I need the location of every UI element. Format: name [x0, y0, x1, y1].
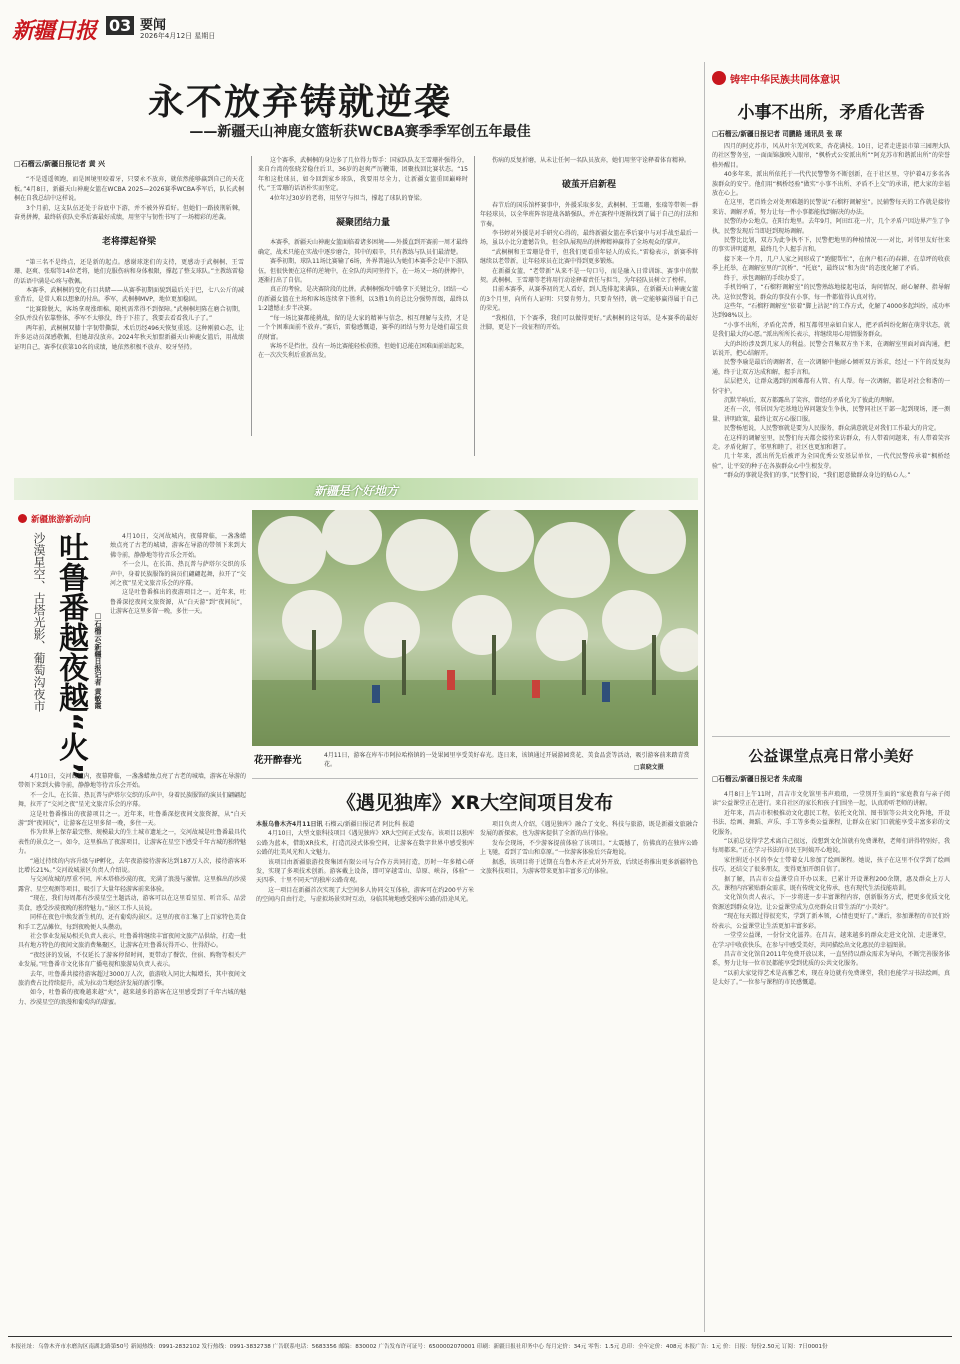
- travel-body-right: [110, 532, 246, 768]
- xr-body-2: [480, 820, 698, 1332]
- masthead: [8, 6, 952, 46]
- commonweal-body: [712, 790, 950, 1330]
- lead-subtitle: ——新疆天山神鹿女篮斩获WCBA赛季季军创五年最佳: [189, 124, 531, 140]
- special-paragraph: 终于，承包调解的手续办妥了。: [724, 274, 809, 282]
- special-paragraph: 在这里，老百姓会对处理难题的民警说“石榴籽调解室”。民辅警每天的工作就是接待来访、调解矛盾，努力让每一件小事都能找到解决的办法。: [712, 199, 950, 216]
- lead-paragraph: 本赛季，武桐桐的变化有目共睹——从赛季初期面貌到最后关于巴，七八公斤的减重背后，是常人难以想象的付出。季军，武桐桐MVP，地位更加稳固。: [14, 287, 244, 304]
- photo-caption-title: 花开醉春光: [254, 755, 302, 766]
- lead-paragraph: “第三名不是终点，还是新的起点。感谢球迷们的支持，更感动于武桐桐、王雪珊、赵爽、张瑞等14位老将，她们克服伤病和身体极限，撑起了整支球队。”主教练雷稳的话语中满是心疼与敬佩。: [14, 258, 244, 285]
- special-paragraph: 在这样的调解室里，民警们每天都会接待来访群众，有人带着问题来，有人带着笑容走。矛盾化解了，邻里和睦了，社区也更加和谐了。: [712, 434, 950, 451]
- feature-photo: [252, 510, 698, 746]
- travel-paragraph: 同样在夜色中焕发新生机的，还有葡萄沟景区。这里的夜市汇集了上百家特色美食和手工艺品摊位，每到夜晚便人头攒动。: [18, 914, 246, 931]
- travel-paragraph: 这是吐鲁番推出的夜游项目之一。近年来，吐鲁番深挖夜间文旅资源，从“白天游”到“夜间玩”，让游客在这里多留一晚，多住一天。: [18, 810, 246, 828]
- lead-paragraph: “不是遥遥领跑，而是困境里咬着牙，只要永不放弃，就依然能够赢到自己的天花板。”4月8日，新疆天山神鹿女篮在WCBA 2025—2026赛季WCBA季军后，队长武桐桐在自我总结中这样说。: [14, 176, 244, 203]
- column-divider: [251, 156, 252, 436]
- lead-paragraph: 目前本赛季，从赛季初的无人看好，到人选排起来满队，在新疆天山神鹿女篮的3个月里，向所有人证明：只要肯努力，只要肯坚持，就一定能够赢得属于自己的荣光。: [480, 286, 698, 313]
- xr-lead: [256, 820, 474, 829]
- travel-paragraph: 4月10日，交河故城内，夜幕降临，一盏盏蜡烛点亮了古老的城墙，游客在导游的带领下来到大佛寺前，静静地等待音乐会开始。: [18, 773, 246, 790]
- special-paragraph: 民警李瑜是最后的调解者，在一次调解中他耐心倾听双方诉求，经过一下午的反复沟通，终于让双方达成和解，握手言和。: [712, 359, 950, 376]
- xr-paragraph: 项目负责人介绍，《遇见独库》融合了文化、科技与旅游，既是新疆文旅融合发展的新探索，也为游客提供了全新的出行体验。: [480, 821, 698, 838]
- lead-subheading-1: 老将撑起脊梁: [101, 237, 156, 248]
- special-paragraph: 40多年来，派出所依托于一代代民警警务不断创新，在于社区里，守护着4万多名各族群众的安宁。他们用“枫桥经验”做实“小事不出所、矛盾不上交”的承诺，把大家的幸福放在心上。: [712, 171, 950, 198]
- footer-rule: [8, 1336, 952, 1337]
- travel-byline: □石榴云/新疆日报记者 黄敏霞: [94, 612, 102, 709]
- special-badge-icon: [712, 71, 726, 85]
- xr-paragraph: 该项目由新疆旅游投资集团有限公司与合作方共同打造，历时一年多精心研发，实现了多项技术创新。游客戴上设备，即可穿越雪山、草原、峡谷，体验“一天四季、十里不同天”的独库公路奇观。: [256, 858, 474, 885]
- xr-paragraph: 据悉，该项目将于近期在乌鲁木齐正式对外开放，后续还将推出更多新疆特色文旅科技项目，为游客带来更加丰富多元的体验。: [480, 858, 698, 876]
- special-title: 小事不出所，矛盾化苦香: [737, 103, 925, 123]
- lead-paragraph: 两年前，武桐桐双膝十字韧带撕裂，术后历经496天恢复重返。这种刚毅心态，让许多运动员深感敬佩，但她却没放弃。2024年秋天加盟新疆天山神鹿女篮后，用战绩证明自己，赛季仅获第10名的成绩，她依然积极不放弃、咬牙坚持。: [14, 324, 244, 351]
- travel-paragraph: 这是吐鲁番推出的夜游项目之一。近年来，吐鲁番深挖夜间文旅资源，从“白天游”到“夜间玩”，让游客在这里多留一晚，多住一天。: [110, 589, 246, 616]
- lead-column-1: [14, 160, 244, 415]
- column-divider: [474, 156, 475, 456]
- special-paragraph: 大的纠纷涉及到几家人的利益。民警会召集双方坐下来，在调解室里面对面沟通，把话说开，把心结解开。: [712, 340, 950, 357]
- lead-paragraph: 本赛季，新疆天山神鹿女篮面临着诸多困境——外援直到开赛前一周才最终确定，战术只能在实战中逐步磨合，其中的艰辛，只有教练与队员们最清楚。: [258, 239, 468, 256]
- travel-title: 吐鲁番越夜越“火”: [53, 532, 88, 782]
- xr-body-1: [256, 820, 474, 1332]
- commonweal-paragraph: “以前大家觉得艺术是高雅艺术，现在身边就有免费课堂，我们也能学习书法绘画，真是太好了。”一位参与课程的市民感慨道。: [712, 969, 950, 987]
- section-divider: [712, 736, 950, 737]
- lead-column-2: [258, 156, 468, 456]
- special-paragraph: 民警比比划，双方为此争执不下，民警把地里的种植情况一一对比，对邻里友好往来的事实讲明道理，最终几个人握手言和。: [712, 237, 950, 254]
- special-byline: □石榴云/新疆日报记者 司鹏路 通讯员 张 琛: [712, 130, 842, 138]
- photo-illustration: [252, 510, 698, 746]
- travel-paragraph: 4月10日，交河故城内，夜幕降临，一盏盏蜡烛点亮了古老的城墙，游客在导游的带领下来到大佛寺前，静静地等待音乐会开始。: [110, 533, 246, 559]
- banner-title: 新疆是个好地方: [313, 484, 398, 498]
- travel-paragraph: 作为世界上保存最完整、规模最大的生土城市遗址之一，交河故城是吐鲁番最具代表性的景点之一。如今，这里推出了夜游项目，让游客在星空下感受千年古城的独特魅力。: [18, 829, 246, 856]
- special-paragraph: 这些年，“石榴籽调解室”依着“脚上沾泥”的工作方式，化解了4000多起纠纷，成功率达到98%以上。: [712, 302, 950, 320]
- commonweal-title: 公益课堂点亮日常小美好: [748, 747, 914, 765]
- special-badge-label: 铸牢中华民族共同体意识: [730, 75, 840, 86]
- special-paragraph: 还有一次，邻居因为宅基地边界问题发生争执，民警同社区干部一起到现场，逐一测量、讲明政策，最终让双方心服口服。: [712, 406, 950, 423]
- special-paragraph: 四月的阿克苏市，风从叶尔羌河吹来，杏花满枝。10日，记者走进县市第三园理大队的社区警务室，一面面锦旗映入眼帘，“枫桥式公安派出所”“阿克苏市和谐派出所”的荣誉格外醒目。: [712, 143, 950, 169]
- column-divider: [704, 62, 705, 1332]
- travel-paragraph: “通过持续的内容升级与IP孵化，去年夜游接待游客达到187万人次，接待游客环比增长21%。”交河故城景区负责人介绍说。: [18, 857, 246, 875]
- travel-subtitle: 沙漠星空、古塔光影、葡萄沟夜市: [32, 532, 46, 712]
- special-paragraph: 沉默半晌后，双方都露出了笑容，曾经的矛盾化为了彼此的理解。: [724, 396, 899, 404]
- commonweal-paragraph: 4月8日上午11时，昌吉市文化馆里书声琅琅，一堂别开生面的“家庭教育与亲子阅读”公益课堂正在进行。来自社区的家长和孩子们围坐一起，认真聆听老师的讲解。: [712, 791, 950, 808]
- lead-paragraph: 春节后的国乐馆杯赛事中，外援采取多发，武桐桐、王雪珊，张瑞等带领一群年轻球员，以全华班阵容迎战各路强队，并在赛程中逐渐找到了属于自己的打法和节奏。: [480, 201, 698, 228]
- special-paragraph: 民警杨旭说，人民警察就是要为人民服务，群众满意就是对我们工作最大的肯定。: [724, 425, 941, 433]
- lead-paragraph: 4位年过30岁的老将，用坚守与担当，撑起了球队的脊梁。: [270, 194, 426, 202]
- special-body: [712, 142, 950, 730]
- xr-dateline: 本报乌鲁木齐4月11日讯: [256, 821, 323, 828]
- travel-badge-label: 新疆旅游新动向: [31, 515, 91, 525]
- travel-paragraph: 如今，吐鲁番的夜晚越来越“火”，越来越多的游客在这里感受到了千年古城的魅力、沙漠星空的浪漫和葡萄沟的甜蜜。: [18, 989, 246, 1006]
- commonweal-paragraph: 近年来，昌吉市积极推动文化惠民工程，依托文化馆、图书馆等公共文化阵地，开设书法、绘画、舞蹈、声乐、手工等多类公益课程，让群众在家门口就能享受丰富多彩的文化服务。: [712, 809, 950, 836]
- xr-paragraph: 这一项目在新疆首次实现了大空间多人协同交互体验，游客可在约200平方米的空间内自由行走，与虚拟场景实时互动，身临其境地感受独库公路的沿途风光。: [256, 886, 474, 904]
- lead-paragraph: “比赛除脱大，客场拿观涨细棉，随机需常得不到保障。”武桐桐坦陈在磨合初期，全队并没有依靠整体，季军不太够没，终于下挂了，我要去看看我儿子了。”: [14, 305, 244, 323]
- lead-subheading-3: 破茧开启新程: [561, 180, 616, 191]
- lead-paragraph: 在新疆女篮，“老带新”从来不是一句口号，而是融入日常训练、赛事中的默契。武桐桐、王雪珊等老将用行动诠释着责任与担当，为年轻队员树立了榜样。: [480, 267, 698, 285]
- special-paragraph: 层层把关，让群众遇到的困难都有人管、有人帮。每一次调解，都是对社会和谐的一份守护。: [712, 378, 950, 395]
- footer-info: 本报社址：乌鲁木齐市水磨沟区南湖北路第50号 新闻热线：0991-2832102 发行热线：0991-3832738 广告联系电话：5683356 邮编：830002 广告发布许可证号：6500002070001 印刷：新疆日报社印务中心 每月定价：34元 零售：1.5元 总印：全年定价：408元 本报广告：1元 价：日报：每份2.50元 订阅：7日0001份: [10, 1344, 828, 1350]
- travel-paragraph: 与交河故城的厚重不同，库木塔格沙漠的夜，充满了浪漫与激情。这里推出的沙漠露营、星空观测等项目，吸引了大量年轻游客前来体验。: [18, 876, 246, 893]
- page-number: 03: [106, 16, 134, 35]
- lead-subheading-2: 凝聚团结力量: [335, 218, 390, 229]
- photo-caption: 4月11日，游客在库车市阿拉哈格镇的一处果园里享受美好春光。连日来，该镇通过开展游园赏花、美食品尝等活动，吸引游客前来踏青赏花。: [324, 752, 690, 768]
- special-paragraph: “小事不出所，矛盾化苦香，相互都邻里亲如自家人，把矛盾纠纷化解在萌芽状态，就是我们最大的心愿。”派出所所长表示，将继续用心用情服务群众。: [712, 321, 950, 339]
- travel-paragraph: 社会事业发展局相关负责人表示，吐鲁番将继续丰富夜间文旅产品供给，打造一批具有地方特色的夜间文旅消费集聚区，让游客在吐鲁番玩得开心、住得舒心。: [18, 932, 246, 950]
- commonweal-paragraph: “以前总觉得学艺术离自己很远，没想到文化馆就有免费课程，老师们讲得特别好，我每周都来。”正在学习书法的市民王阿姨开心地说。: [712, 838, 950, 855]
- commonweal-byline: □石榴云/新疆日报记者 朱成瑞: [712, 775, 803, 783]
- special-paragraph: 接下来一个月，几户人家之间形成了“跑腿帮忙”，在南户根石的春耕、在草坪的收获季上托举，在调解室里的“沉桥”、“托底”，最终以“和为贵”的态度化解了矛盾。: [712, 255, 950, 273]
- lead-title: 永不放弃铸就逆袭: [147, 82, 452, 123]
- issue-date: 2026年4月12日 星期日: [140, 32, 216, 40]
- travel-paragraph: “夜经济的发展，不仅延长了游客停留时间，更带动了餐饮、住宿、购物等相关产业发展。”吐鲁番市文化体育广播电视和旅游局负责人表示。: [18, 951, 246, 969]
- section-divider: [252, 778, 698, 779]
- photo-credit: □袁晓文摄: [634, 764, 664, 771]
- lead-paragraph: 真正的考验，是决赛阶段的比拼。武桐桐强攻中路拿下关键比分，团结一心的新疆女篮在主场和客场连续拿下胜利，以3胜1负的总比分强势晋级，最终以1:2遗憾止步半决赛。: [258, 286, 468, 313]
- commonweal-paragraph: 文化馆负责人表示，下一步将进一步丰富课程内容，创新服务方式，把更多优质文化资源送到群众身边，让公益课堂成为点亮群众日常生活的“小美好”。: [712, 894, 950, 911]
- travel-paragraph: “现在，我们每周都有沙漠星空主题活动，游客可以在这里看星星、听音乐、品尝美食，感受沙漠夜晚的独特魅力。”景区工作人员说。: [18, 895, 246, 912]
- travel-paragraph: 不一会儿，在长笛、热瓦普与萨塔尔交织的乐声中，身着民族服饰的演员们翩翩起舞，拉开了“交河之夜”星光文旅音乐会的序幕。: [18, 791, 246, 809]
- special-paragraph: “群众的事就是我们的事，”民警们说，“我们愿意做群众身边的贴心人。”: [724, 472, 911, 480]
- travel-body: [18, 772, 246, 1340]
- lead-paragraph: 3个月前，这支队伍还处于谷底中下游，并不被外界看好。但她们一路披荆斩棘，奋勇拼搏，最终斩获队史季后赛最好成绩，用坚守与韧性书写了一场精彩的逆袭。: [14, 204, 244, 222]
- travel-paragraph: 去年，吐鲁番共接待游客超过3000万人次，旅游收入同比大幅增长，其中夜间文旅消费占比持续提升，成为拉动当地经济发展的新引擎。: [18, 970, 246, 987]
- xr-title: 《遇见独库》XR大空间项目发布: [336, 792, 614, 814]
- xr-byline: 石榴云/新疆日报记者 阿比科 报道: [324, 821, 415, 828]
- lead-paragraph: 这个赛季，武桐桐的身边多了几位得力帮手：国家队队友王雪珊补强得分，来自台湾的张晓芳稳住后卫，36岁的赵爽严厉鞭策，团聚找回比赛状态。“15年和这批球员，如今回到家乡球队，我要用尽全力，让新疆女篮重回巅峰时代。”王雪珊的话语朴实而坚定。: [258, 157, 468, 193]
- lead-paragraph: “武桐桐和王雪珊是骨干，但我们更看重年轻人的成长。”雷稳表示，新赛季将继续以老带新，让年轻球员在比赛中得到更多锻炼。: [480, 248, 698, 266]
- lead-column-3: [480, 156, 698, 456]
- special-paragraph: 民警的办公地点，在阳台地里。去年9月，阿田红花一片，几个矛盾户因边界产生了争执，民警发现后当即赶到现场调解。: [712, 218, 950, 235]
- lead-paragraph: “我相信，下个赛季，我们可以做得更好。”武桐桐的这句话，是本赛季的最好注脚，更是下一段征程的开始。: [480, 314, 698, 332]
- xr-paragraph: 发布会现场，不少游客提前体验了该项目。“太震撼了，仿佛真的在独库公路上飞驰，看到了雪山和草原。”一位游客体验后兴奋地说。: [480, 839, 698, 857]
- masthead-logo: 新疆日报: [12, 18, 97, 44]
- lead-paragraph: 客场不是挡住，没有一场比赛能轻松获胜，但她们总能在困难面前站起来，在一次次失利后重新出发。: [258, 342, 468, 360]
- lead-paragraph: “每一场比赛都能挑战，留的是大家的精神与信念，相互理解与支持，才是一个个困难面前不放弃。”赛后，雷稳感慨道，赛季的团结与努力是她们最宝贵的财富。: [258, 314, 468, 341]
- lead-byline: □石榴云/新疆日报记者 黄 兴: [14, 160, 106, 168]
- special-badge: [712, 68, 950, 88]
- commonweal-paragraph: 家住附近小区的李女士带着女儿参加了绘画课程。她说，孩子在这里不仅学到了绘画技巧，还结交了很多朋友，变得更加开朗自信了。: [712, 856, 950, 874]
- commonweal-paragraph: 昌吉市文化馆自2011年免费开放以来，一直坚持以群众需求为导向，不断完善服务体系，努力让每一位市民都能享受到优质的公共文化服务。: [712, 950, 950, 968]
- travel-badge: [18, 512, 158, 526]
- xr-paragraph: 4月10日，大型文旅科技项目《遇见独库》XR大空间正式发布。该项目以独库公路为蓝本，借助XR技术，打造沉浸式体验空间，让游客在数字世界中感受独库公路的壮美风光和人文魅力。: [256, 830, 474, 857]
- travel-paragraph: 不一会儿，在长笛、热瓦普与萨塔尔交织的乐声中，身着民族服饰的演员们翩翩起舞，拉开了“交河之夜”星光文旅音乐会的序幕。: [110, 561, 246, 588]
- special-paragraph: 几十年来，派出所先后被评为全国优秀公安基层单位，一代代民警传承着“枫桥经验”，让平安的种子在各族群众心中生根发芽。: [712, 453, 950, 470]
- commonweal-paragraph: 一堂堂公益课，一份份文化滋养。在昌吉，越来越多的群众走进文化馆、走进课堂，在学习中收获快乐，在参与中感受美好，共同描绘出文化惠民的幸福图景。: [712, 932, 950, 949]
- lead-paragraph: 赛季初期，球队11场比赛输了6场，外界普遍认为她们本赛季会是中下游队伍，但很快便在这样的逆境中，在全队的共同坚持下，在一场又一场的拼搏中，逐渐打出了自信。: [258, 258, 468, 285]
- section-name: 要闻: [140, 18, 167, 33]
- section-banner: [14, 478, 698, 500]
- lead-paragraph: 伤病的反复折磨，从未让任何一名队员放弃，她们用坚守诠释着体育精神。: [492, 157, 691, 164]
- lead-paragraph: 李书婷对外援是对手研究心得的，最终新疆女篮在季后赛中与对手战至最后一场，虽以小比分遗憾告负，但全队展现出的拼搏精神赢得了全场观众的掌声。: [480, 230, 698, 247]
- travel-badge-icon: [18, 514, 27, 523]
- commonweal-paragraph: “现在每天都过得很充实，学到了新本领，心情也更好了。”课后，参加课程的市民们纷纷表示，公益课堂让生活更加丰富多彩。: [712, 913, 950, 930]
- commonweal-paragraph: 据了解，昌吉市公益课堂自开办以来，已累计开设课程200余期，惠及群众上万人次。课程内容紧贴群众需求，既有传统文化传承，也有现代生活技能培训。: [712, 875, 950, 893]
- special-paragraph: 手机铃响了，“石榴籽调解室”的民警熟练地接起电话，询问情况、耐心解释、指导解决。这位民警说，群众的事没有小事，每一件都值得认真对待。: [712, 284, 950, 301]
